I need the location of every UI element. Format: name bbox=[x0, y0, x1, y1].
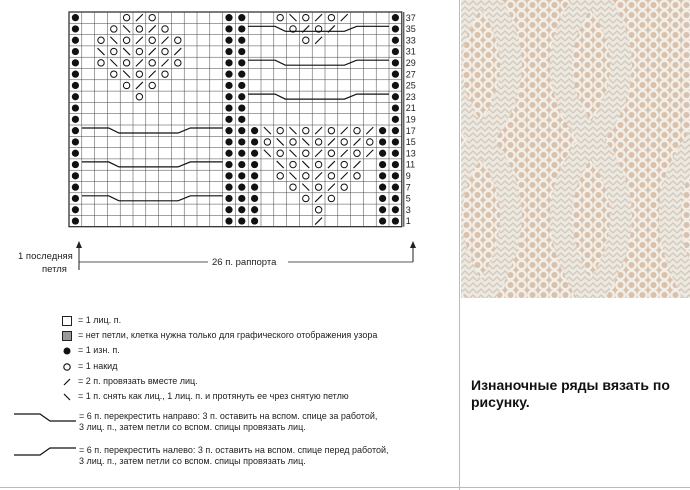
purl-dot bbox=[72, 25, 79, 32]
row-number: 11 bbox=[405, 159, 416, 170]
purl-dot bbox=[72, 37, 79, 44]
purl-dot bbox=[392, 138, 399, 145]
row-number: 21 bbox=[405, 103, 416, 114]
purl-dot bbox=[72, 195, 79, 202]
row-number: 3 bbox=[405, 204, 411, 215]
purl-dot bbox=[225, 161, 232, 168]
purl-dot bbox=[72, 127, 79, 134]
purl-dot bbox=[251, 206, 258, 213]
purl-dot bbox=[392, 195, 399, 202]
last-stitch-label: 1 последняя bbox=[18, 251, 73, 262]
knitting-chart bbox=[0, 0, 460, 300]
repeat-label: 26 п. раппорта bbox=[212, 257, 277, 268]
purl-dot bbox=[238, 206, 245, 213]
purl-dot bbox=[379, 150, 386, 157]
purl-dot bbox=[251, 184, 258, 191]
purl-dot bbox=[225, 82, 232, 89]
row-number: 9 bbox=[405, 171, 411, 181]
purl-dot bbox=[225, 206, 232, 213]
purl-dot bbox=[238, 59, 245, 66]
purl-dot bbox=[392, 82, 399, 89]
purl-dot bbox=[238, 195, 245, 202]
purl-dot bbox=[379, 217, 386, 224]
purl-dot bbox=[392, 206, 399, 213]
purl-dot bbox=[72, 150, 79, 157]
row-number: 17 bbox=[405, 125, 416, 136]
divider-bottom bbox=[0, 487, 690, 488]
purl-dot bbox=[225, 150, 232, 157]
legend-text: = 1 изн. п. bbox=[78, 345, 120, 355]
purl-dot bbox=[72, 184, 79, 191]
purl-dot bbox=[238, 172, 245, 179]
purl-dot bbox=[251, 161, 258, 168]
legend-text: = нет петли, клетка нужна только для графического отображения узора bbox=[78, 330, 378, 340]
purl-dot bbox=[392, 48, 399, 55]
purl-dot bbox=[379, 161, 386, 168]
purl-rows-note: Изнаночные ряды вязать по рисунку. bbox=[471, 377, 670, 410]
row-number: 35 bbox=[405, 24, 416, 35]
purl-dot bbox=[225, 195, 232, 202]
purl-dot bbox=[225, 116, 232, 123]
purl-dot bbox=[225, 14, 232, 21]
purl-dot bbox=[238, 37, 245, 44]
purl-dot bbox=[225, 71, 232, 78]
purl-dot bbox=[238, 138, 245, 145]
purl-dot bbox=[392, 150, 399, 157]
row-number: 29 bbox=[405, 58, 416, 68]
repeat-markers bbox=[18, 241, 416, 275]
purl-dot bbox=[392, 71, 399, 78]
purl-dot bbox=[72, 217, 79, 224]
purl-dot bbox=[238, 25, 245, 32]
row-numbers bbox=[404, 12, 416, 227]
purl-dot bbox=[72, 138, 79, 145]
purl-dot bbox=[392, 59, 399, 66]
legend-text: = 1 п. снять как лиц., 1 лиц. п. и протянуть ее чрез снятую петлю bbox=[78, 391, 349, 401]
purl-dot bbox=[225, 217, 232, 224]
last-stitch-label-2: петля bbox=[42, 264, 67, 275]
legend-text: = 6 п. перекрестить направо: 3 п. оставить на вспом. спице за работой, 3 лиц. п., затем петли со вспом. спицы провязать лиц. bbox=[79, 411, 378, 432]
row-number: 31 bbox=[405, 46, 416, 57]
purl-dot bbox=[392, 93, 399, 100]
purl-dot bbox=[225, 138, 232, 145]
purl-dot bbox=[225, 127, 232, 134]
purl-dot bbox=[72, 82, 79, 89]
chart-grid bbox=[69, 12, 402, 227]
row-number: 13 bbox=[405, 148, 416, 159]
purl-dot bbox=[72, 59, 79, 66]
row-number: 19 bbox=[405, 114, 416, 125]
purl-dot bbox=[72, 172, 79, 179]
purl-dot bbox=[238, 184, 245, 191]
row-number: 23 bbox=[405, 91, 416, 102]
purl-dot bbox=[379, 172, 386, 179]
purl-dot bbox=[392, 172, 399, 179]
purl-dot bbox=[251, 217, 258, 224]
row-number: 37 bbox=[405, 12, 416, 23]
purl-dot bbox=[251, 172, 258, 179]
purl-dot bbox=[379, 138, 386, 145]
row-number: 7 bbox=[405, 182, 411, 193]
purl-dot bbox=[238, 71, 245, 78]
purl-dot bbox=[379, 184, 386, 191]
purl-dot bbox=[238, 48, 245, 55]
purl-dot bbox=[72, 116, 79, 123]
purl-dot bbox=[392, 116, 399, 123]
purl-dot bbox=[72, 93, 79, 100]
purl-dot bbox=[238, 161, 245, 168]
purl-dot bbox=[72, 71, 79, 78]
legend-text: = 1 лиц. п. bbox=[78, 315, 122, 325]
divider bbox=[459, 0, 460, 490]
purl-dot bbox=[392, 217, 399, 224]
row-number: 27 bbox=[405, 69, 416, 80]
purl-dot bbox=[392, 184, 399, 191]
purl-dot bbox=[238, 217, 245, 224]
row-number: 5 bbox=[405, 193, 411, 204]
purl-dot bbox=[392, 37, 399, 44]
purl-dot bbox=[392, 127, 399, 134]
purl-dot bbox=[251, 150, 258, 157]
purl-dot bbox=[72, 14, 79, 21]
row-number: 1 bbox=[405, 216, 411, 227]
purl-dot bbox=[225, 172, 232, 179]
purl-dot bbox=[238, 82, 245, 89]
purl-dot bbox=[379, 127, 386, 134]
row-number: 33 bbox=[405, 35, 416, 46]
purl-dot bbox=[72, 48, 79, 55]
purl-dot bbox=[225, 25, 232, 32]
purl-dot bbox=[225, 184, 232, 191]
purl-dot bbox=[392, 161, 399, 168]
row-number: 25 bbox=[405, 80, 416, 91]
purl-dot bbox=[251, 195, 258, 202]
legend-text: = 2 п. провязать вместе лиц. bbox=[78, 376, 198, 386]
purl-dot bbox=[238, 104, 245, 111]
purl-dot bbox=[392, 25, 399, 32]
purl-dot bbox=[238, 14, 245, 21]
purl-dot bbox=[392, 14, 399, 21]
purl-dot bbox=[238, 150, 245, 157]
purl-dot bbox=[238, 116, 245, 123]
legend-text: = 1 накид bbox=[78, 361, 118, 371]
purl-dot bbox=[379, 195, 386, 202]
purl-dot bbox=[225, 48, 232, 55]
lace-knit-photo bbox=[461, 0, 690, 298]
purl-dot bbox=[238, 127, 245, 134]
purl-dot bbox=[251, 138, 258, 145]
purl-dot bbox=[225, 93, 232, 100]
purl-dot bbox=[251, 127, 258, 134]
purl-dot bbox=[225, 37, 232, 44]
purl-dot bbox=[238, 93, 245, 100]
purl-dot bbox=[379, 206, 386, 213]
legend-text: = 6 п. перекрестить налево: 3 п. оставить на вспом. спице перед работой, 3 лиц. п., затем петли со вспом. спицы провязать лиц. bbox=[79, 445, 389, 466]
purl-dot bbox=[72, 104, 79, 111]
purl-dot bbox=[225, 104, 232, 111]
purl-dot bbox=[225, 59, 232, 66]
purl-dot bbox=[72, 161, 79, 168]
purl-dot bbox=[72, 206, 79, 213]
row-number: 15 bbox=[405, 137, 416, 148]
purl-dot bbox=[392, 104, 399, 111]
